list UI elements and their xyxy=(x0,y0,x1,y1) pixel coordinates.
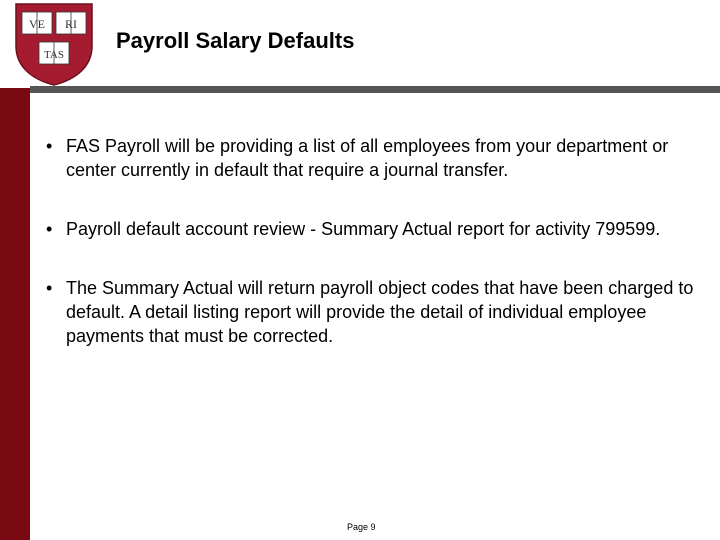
bullet-text: FAS Payroll will be providing a list of all employees from your department or center currently in default that require a journal transfer. xyxy=(66,136,669,180)
header-rule xyxy=(30,86,720,93)
shield-text-tas: TAS xyxy=(44,49,64,61)
bullet-dot: • xyxy=(46,278,53,298)
bullet-list xyxy=(44,134,694,383)
slide-title: Payroll Salary Defaults xyxy=(116,28,355,53)
shield-text-ri: RI xyxy=(65,17,77,31)
left-accent-bar xyxy=(0,88,30,540)
bullet-item xyxy=(44,134,694,182)
bullet-text: Payroll default account review - Summary Actual report for activity 799599. xyxy=(66,219,661,239)
bullet-dot: • xyxy=(46,136,53,156)
bullet-dot: • xyxy=(46,219,53,239)
bullet-item xyxy=(44,276,694,348)
page-number: Page 9 xyxy=(347,522,376,532)
shield-text-ve: VE xyxy=(29,17,45,31)
harvard-shield-icon xyxy=(12,2,96,86)
bullet-item xyxy=(44,217,694,241)
bullet-text: The Summary Actual will return payroll object codes that have been charged to default. A detail listing report will provide the detail of individual employee payments that must be corrected. xyxy=(66,278,694,346)
